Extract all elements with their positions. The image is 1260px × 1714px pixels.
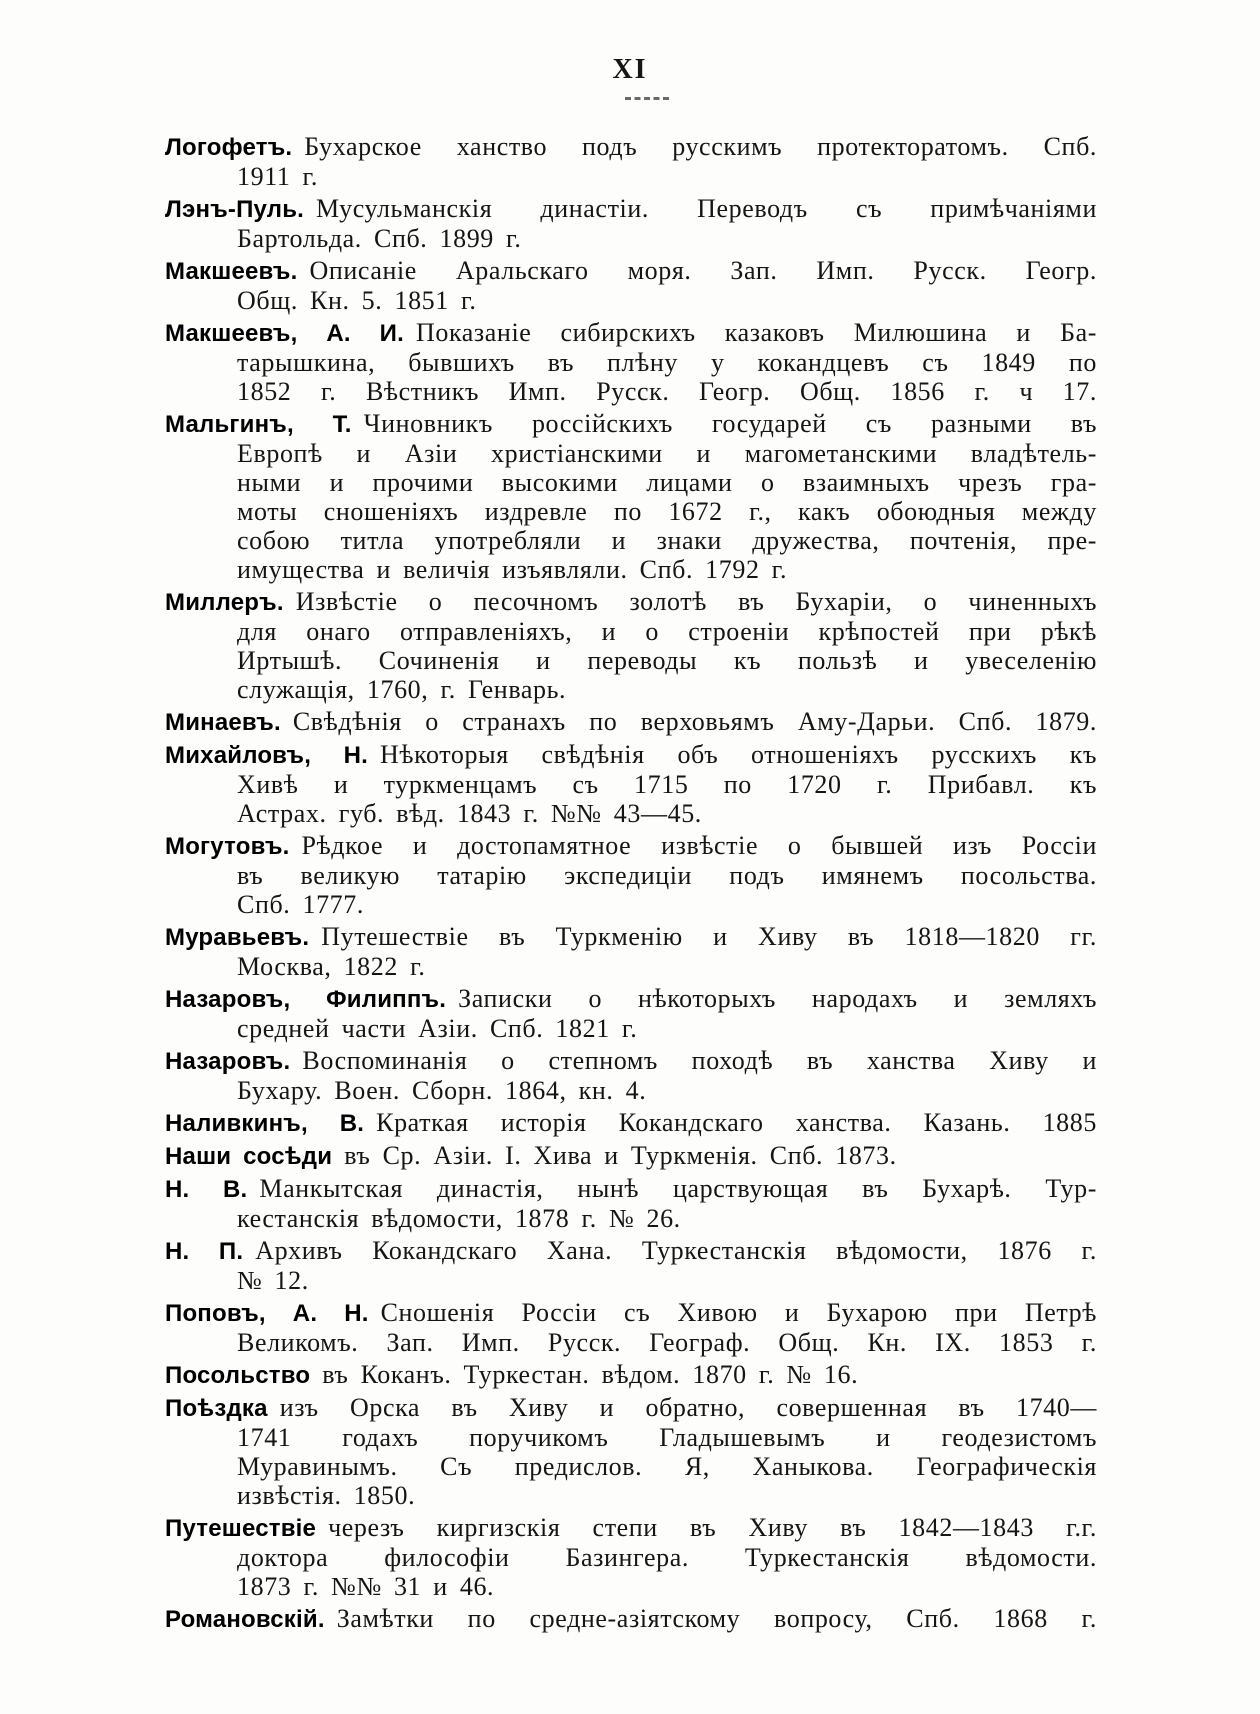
entry-text: Мусульманскія династіи. Переводъ съ примѣчаніями: [316, 194, 1097, 223]
entry-line: [165, 1513, 1097, 1543]
entry-line: [165, 256, 1097, 286]
entry-line: [165, 984, 1097, 1014]
entry-author: Макшеевъ, А. И.: [165, 320, 404, 347]
bibliography-entry: [165, 318, 1097, 406]
entry-line: [165, 922, 1097, 952]
bibliography-entry: [165, 587, 1097, 704]
entry-text: Рѣдкое и достопамятное извѣстіе о бывшей изъ Россіи: [301, 831, 1097, 860]
bibliography-entry: [165, 922, 1097, 981]
entry-author: Минаевъ.: [165, 709, 281, 736]
entry-line: [165, 1604, 1097, 1634]
bibliography-entry: [165, 707, 1097, 737]
entry-line: въ великую татарію экспедиціи подъ имянемъ посольства.: [237, 861, 1097, 890]
entry-text: Замѣтки по средне-азіятскому вопросу, Спб. 1868 г.: [336, 1604, 1097, 1633]
bibliography-entry: [165, 132, 1097, 191]
entry-author: Романовскій.: [165, 1606, 325, 1633]
entry-line: Бартольда. Спб. 1899 г.: [237, 224, 522, 253]
entry-text: Манкытская династія, нынѣ царствующая въ Бухарѣ. Тур-: [259, 1174, 1097, 1203]
entry-line: [165, 587, 1097, 617]
entry-line: Иртышѣ. Сочиненія и переводы къ пользѣ и увеселенію: [237, 646, 1097, 675]
entry-line: 1741 годахъ поручикомъ Гладышевымъ и геодезистомъ: [237, 1423, 1097, 1452]
entry-line: Хивѣ и туркменцамъ съ 1715 по 1720 г. Прибавл. къ: [237, 770, 1097, 799]
entry-text: изъ Орска въ Хиву и обратно, совершенная въ 1740—: [279, 1393, 1097, 1422]
bibliography-entry: [165, 1393, 1097, 1510]
entry-line: кестанскія вѣдомости, 1878 г. № 26.: [237, 1204, 681, 1233]
entry-line: Великомъ. Зап. Имп. Русск. Географ. Общ. Кн. IX. 1853 г.: [237, 1328, 1097, 1357]
entry-line: № 12.: [237, 1266, 309, 1295]
bibliography-entry: [165, 831, 1097, 919]
bibliography-entry: [165, 409, 1097, 584]
entry-author: Путешествіе: [165, 1515, 317, 1542]
entry-text: Сношенія Россіи съ Хивою и Бухарою при Петрѣ: [380, 1298, 1097, 1327]
entry-line: извѣстія. 1850.: [237, 1481, 416, 1510]
bibliography-entry: [165, 1141, 1097, 1171]
entry-line: [165, 1174, 1097, 1204]
entry-author: Посольство: [165, 1362, 311, 1389]
entry-text: въ Ср. Азіи. I. Хива и Туркменія. Спб. 1873.: [344, 1141, 897, 1170]
entry-author: Миллеръ.: [165, 589, 284, 616]
entry-line: Астрах. губ. вѣд. 1843 г. №№ 43—45.: [237, 799, 702, 828]
entry-line: моты сношеніяхъ издревле по 1672 г., какъ обоюдныя между: [237, 497, 1097, 526]
entry-line: Бухару. Воен. Сборн. 1864, кн. 4.: [237, 1076, 647, 1105]
entry-author: Назаровъ, Филиппъ.: [165, 986, 447, 1013]
bibliography-entry: [165, 256, 1097, 315]
entry-line: доктора философіи Базингера. Туркестанскія вѣдомости.: [237, 1543, 1097, 1572]
entry-line: тарышкина, бывшихъ въ плѣну у кокандцевъ съ 1849 по: [237, 348, 1097, 377]
entry-line: [165, 132, 1097, 162]
bibliography-entry: [165, 1360, 1097, 1390]
entry-author: Могутовъ.: [165, 833, 290, 860]
bibliography-entry: [165, 1236, 1097, 1295]
bibliography-entry: [165, 1174, 1097, 1233]
entry-line: [165, 831, 1097, 861]
entry-text: Бухарское ханство подъ русскимъ протекторатомъ. Спб.: [304, 132, 1097, 161]
bibliography-entry: [165, 1046, 1097, 1105]
entry-line: [165, 1393, 1097, 1423]
entry-text: Нѣкоторыя свѣдѣнія объ отношеніяхъ русскихъ къ: [380, 740, 1098, 769]
entry-line: Муравинымъ. Съ предислов. Я, Ханыкова. Географическія: [237, 1452, 1097, 1481]
entry-line: Общ. Кн. 5. 1851 г.: [237, 286, 477, 315]
entry-author: Наливкинъ, В.: [165, 1110, 365, 1137]
entry-line: собою титла употребляли и знаки дружества, почтенія, пре-: [237, 526, 1097, 555]
entry-author: Муравьевъ.: [165, 924, 310, 951]
page-number: XI: [612, 54, 648, 85]
entry-author: Назаровъ.: [165, 1048, 291, 1075]
bibliography-entry: [165, 1108, 1097, 1138]
entry-line: Европѣ и Азіи христіанскими и магометанскими владѣтель-: [237, 439, 1097, 468]
entry-author: Н. П.: [165, 1238, 244, 1265]
entry-line: [165, 194, 1097, 224]
entry-line: [165, 318, 1097, 348]
entry-line: служащія, 1760, г. Генварь.: [237, 675, 567, 704]
entry-line: [165, 409, 1097, 439]
entry-text: Извѣстіе о песочномъ золотѣ въ Бухаріи, о чиненныхъ: [295, 587, 1097, 616]
entry-line: [165, 1360, 1097, 1390]
entry-author: Макшеевъ.: [165, 258, 298, 285]
entry-line: [165, 1046, 1097, 1076]
entry-text: Путешествіе въ Туркменію и Хиву въ 1818—1820 гг.: [321, 922, 1097, 951]
entry-text: Показаніе сибирскихъ казаковъ Милюшина и Ба-: [415, 318, 1097, 347]
entry-text: Чиновникъ россійскихъ государей съ разными въ: [363, 409, 1097, 438]
entry-line: средней части Азіи. Спб. 1821 г.: [237, 1014, 638, 1043]
entry-line: имущества и величія изъявляли. Спб. 1792 г.: [237, 555, 788, 584]
entry-line: для онаго отправленіяхъ, и о строеніи крѣпостей при рѣкѣ: [237, 617, 1097, 646]
entry-author: Мальгинъ, Т.: [165, 411, 352, 438]
entry-text: въ Коканъ. Туркестан. вѣдом. 1870 г. № 16.: [322, 1360, 859, 1389]
entry-line: 1852 г. Вѣстникъ Имп. Русск. Геогр. Общ. 1856 г. ч 17.: [237, 377, 1097, 406]
entry-line: [165, 1298, 1097, 1328]
entry-author: Наши сосѣди: [165, 1143, 333, 1170]
entry-author: Поѣздка: [165, 1395, 268, 1422]
entry-text: Записки о нѣкоторыхъ народахъ и земляхъ: [458, 984, 1097, 1013]
bibliography-entry: [165, 1298, 1097, 1357]
entry-text: Краткая исторія Кокандскаго ханства. Казань. 1885: [376, 1108, 1097, 1137]
entry-text: Свѣдѣнія о странахъ по верховьямъ Аму-Дарьи. Спб. 1879.: [292, 707, 1097, 736]
entry-line: Спб. 1777.: [237, 890, 364, 919]
entry-author: Н. В.: [165, 1176, 248, 1203]
entry-line: [165, 740, 1097, 770]
entry-line: 1873 г. №№ 31 и 46.: [237, 1572, 495, 1601]
entry-text: черезъ киргизскія степи въ Хиву въ 1842—1843 г.г.: [328, 1513, 1097, 1542]
entry-author: Логофетъ.: [165, 134, 293, 161]
entry-line: [165, 707, 1097, 737]
bibliography-entry: [165, 1604, 1097, 1634]
header-rule-dashes: [625, 97, 669, 100]
entry-line: 1911 г.: [237, 162, 318, 191]
bibliography-entry: [165, 740, 1097, 828]
entry-author: Михайловъ, Н.: [165, 742, 369, 769]
entry-line: [165, 1108, 1097, 1138]
bibliography-entry: [165, 194, 1097, 253]
entry-author: Лэнъ-Пуль.: [165, 196, 305, 223]
entry-line: [165, 1141, 1097, 1171]
entry-author: Поповъ, А. Н.: [165, 1300, 369, 1327]
entry-line: [165, 1236, 1097, 1266]
bibliography-entry: [165, 1513, 1097, 1601]
entry-text: Описаніе Аральскаго моря. Зап. Имп. Русск. Геогр.: [309, 256, 1097, 285]
entry-text: Воспоминанія о степномъ походѣ въ ханства Хиву и: [302, 1046, 1097, 1075]
entry-line: Москва, 1822 г.: [237, 952, 426, 981]
entry-text: Архивъ Кокандскаго Хана. Туркестанскія вѣдомости, 1876 г.: [255, 1236, 1097, 1265]
bibliography-list: [165, 132, 1097, 1637]
entry-line: ными и прочими высокими лицами о взаимныхъ чрезъ гра-: [237, 468, 1097, 497]
bibliography-entry: [165, 984, 1097, 1043]
